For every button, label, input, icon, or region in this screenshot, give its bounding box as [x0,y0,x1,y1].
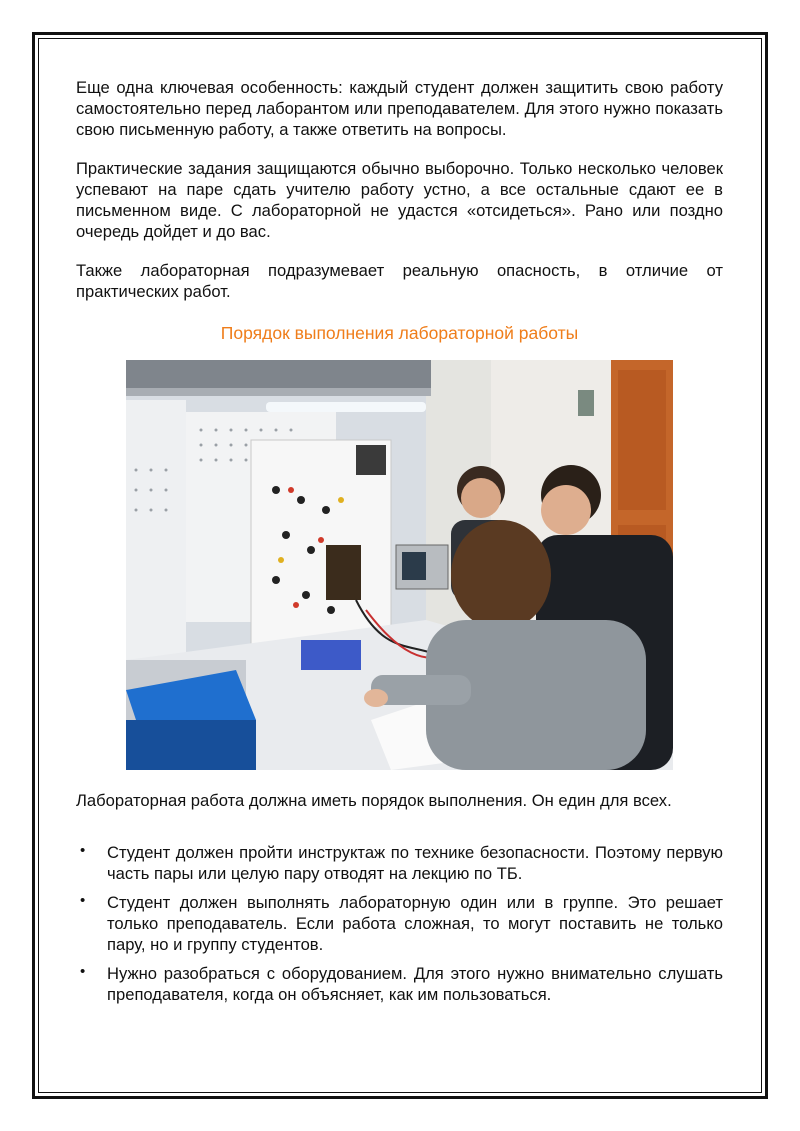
list-item-text: Студент должен пройти инструктаж по технике безопасности. Поэтому первую часть пары или целую пару отводят на лекцию по ТБ. [107,843,723,883]
lab-photo [126,360,673,770]
list-item [76,892,723,955]
list-item [76,842,723,884]
paragraph-practical-tasks: Практические задания защищаются обычно выборочно. Только несколько человек успевают на паре сдать учителю работу устно, а все остальные сдают ее в письменном виде. С лабораторной не удастся «отсидеться». Рано или поздно очередь дойдет и до вас. [76,159,723,241]
list-item-text: Студент должен выполнять лабораторную один или в группе. Это решает только преподаватель. Если работа сложная, то могут поставить не только пару, но и группу студентов. [107,893,723,954]
document-body [76,77,723,1013]
paragraph-procedure: Лабораторная работа должна иметь порядок выполнения. Он един для всех. [76,791,672,810]
paragraph-defense: Еще одна ключевая особенность: каждый студент должен защитить свою работу самостоятельно перед лаборантом или преподавателем. Для этого нужно показать свою письменную работу, а также ответить на вопросы. [76,78,723,139]
bullet-icon: • [80,842,86,859]
list-item-text: Нужно разобраться с оборудованием. Для этого нужно внимательно слушать преподавателя, когда он объясняет, как им пользоваться. [107,964,723,1004]
procedure-list [76,842,723,1005]
section-heading: Порядок выполнения лабораторной работы [220,323,579,343]
bullet-icon: • [80,892,86,909]
paragraph-danger: Также лабораторная подразумевает реальную опасность, в отличие от практических работ. [76,261,723,301]
list-item [76,963,723,1005]
bullet-icon: • [80,963,86,980]
